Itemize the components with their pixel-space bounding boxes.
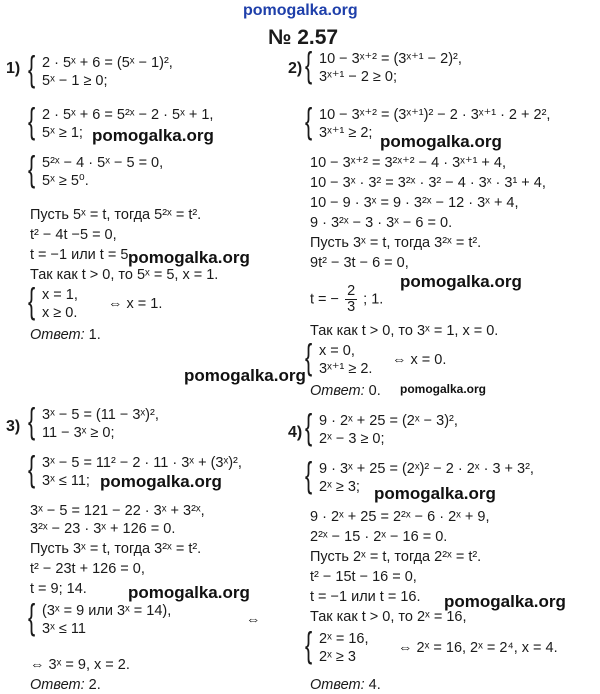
brace-icon: {: [28, 148, 36, 189]
problem-4-label: 4): [288, 424, 303, 441]
p2-line: 9t² − 3t − 6 = 0,: [310, 255, 409, 271]
answer-label: Ответ:: [30, 327, 85, 343]
p3-system-3: { (3ˣ = 9 или 3ˣ = 14), 3ˣ ≤ 11: [28, 596, 172, 637]
p2-system-3-result: ⇔ x = 0.: [392, 352, 447, 368]
answer-label: Ответ:: [310, 677, 365, 693]
p1-system-1: { 2 · 5ˣ + 6 = (5ˣ − 1)², 5ˣ − 1 ≥ 0;: [28, 48, 173, 89]
fraction: $\frac{2}{3}$: [347, 283, 356, 315]
p3-line: t = 9; 14.: [30, 581, 87, 597]
watermark: pomogalka.org: [374, 484, 496, 503]
p4-line: t² − 15t − 16 = 0,: [310, 569, 417, 585]
p2-line: Пусть 3ˣ = t, тогда 3²ˣ = t².: [310, 235, 482, 251]
p2-line: 10 − 3ˣ · 3² = 3²ˣ · 3² − 4 · 3ˣ · 3¹ + 4,: [310, 175, 546, 191]
watermark: pomogalka.org: [380, 132, 502, 151]
p1-system-3: { 5²ˣ − 4 · 5ˣ − 5 = 0, 5ˣ ≥ 5⁰.: [28, 148, 164, 189]
p1-system-4: { x = 1, x ≥ 0.: [28, 280, 78, 321]
brace-icon: {: [28, 448, 36, 489]
answer-value: 2.: [88, 677, 101, 693]
p2-line: 10 − 9 · 3ˣ = 9 · 3²ˣ − 12 · 3ˣ + 4,: [310, 195, 519, 211]
p3-line: Пусть 3ˣ = t, тогда 3²ˣ = t².: [30, 541, 202, 557]
p1-line: Пусть 5ˣ = t, тогда 5²ˣ = t².: [30, 207, 202, 223]
brace-icon: {: [28, 596, 36, 637]
p4-answer: [310, 676, 381, 694]
watermark: pomogalka.org: [444, 592, 566, 611]
p4-system-1: { 9 · 2ˣ + 25 = (2ˣ − 3)², 2ˣ − 3 ≥ 0;: [305, 406, 458, 447]
problem-3-label: 3): [6, 418, 21, 435]
brace-icon: {: [28, 280, 36, 321]
problem-1-label: 1): [6, 60, 21, 77]
brace-icon: {: [28, 48, 36, 89]
p1-system-2: { 2 · 5ˣ + 6 = 5²ˣ − 2 · 5ˣ + 1, 5ˣ ≥ 1;: [28, 100, 214, 141]
brace-icon: {: [305, 454, 313, 495]
brace-icon: {: [28, 400, 36, 441]
brace-icon: {: [305, 624, 313, 665]
p2-system-1: { 10 − 3ˣ⁺² = (3ˣ⁺¹ − 2)², 3ˣ⁺¹ − 2 ≥ 0;: [305, 44, 462, 85]
brace-icon: {: [305, 406, 313, 447]
p3-line: 3ˣ − 5 = 121 − 22 · 3ˣ + 3²ˣ,: [30, 503, 205, 519]
site-header: pomogalka.org: [243, 2, 358, 19]
watermark: pomogalka.org: [100, 472, 222, 491]
p4-system-2: { 9 · 3ˣ + 25 = (2ˣ)² − 2 · 2ˣ · 3 + 3², 2ˣ ≥ 3;: [305, 454, 534, 495]
watermark: pomogalka.org: [400, 382, 487, 396]
brace-icon: {: [305, 336, 313, 377]
p3-answer: [30, 676, 101, 694]
watermark: pomogalka.org: [128, 248, 250, 267]
p3-system-2: { 3ˣ − 5 = 11² − 2 · 11 · 3ˣ + (3ˣ)², 3ˣ ≤ 11;: [28, 448, 242, 489]
p2-line: Так как t > 0, то 3ˣ = 1, x = 0.: [310, 323, 499, 339]
p2-system-3: { x = 0, 3ˣ⁺¹ ≥ 2.: [305, 336, 373, 377]
watermark: pomogalka.org: [400, 272, 522, 291]
p2-line: 9 · 3²ˣ − 3 · 3ˣ − 6 = 0.: [310, 215, 453, 231]
brace-icon: {: [305, 44, 313, 85]
problem-title: № 2.57: [268, 26, 339, 49]
p3-system-1: { 3ˣ − 5 = (11 − 3ˣ)², 11 − 3ˣ ≥ 0;: [28, 400, 159, 441]
p4-line: Пусть 2ˣ = t, тогда 2²ˣ = t².: [310, 549, 482, 565]
p1-answer: [30, 326, 101, 344]
p3-system-3-result: ⇔: [246, 612, 261, 628]
answer-label: Ответ:: [30, 677, 85, 693]
watermark: pomogalka.org: [184, 366, 306, 385]
p4-line: 9 · 2ˣ + 25 = 2²ˣ − 6 · 2ˣ + 9,: [310, 509, 490, 525]
problem-2-label: 2): [288, 60, 303, 77]
p3-line: t² − 23t + 126 = 0,: [30, 561, 145, 577]
p4-line: t = −1 или t = 16.: [310, 589, 421, 605]
p1-system-4-result: ⇔ x = 1.: [108, 296, 163, 312]
watermark: pomogalka.org: [92, 126, 214, 145]
p2-line: 10 − 3ˣ⁺² = 3²ˣ⁺² − 4 · 3ˣ⁺¹ + 4,: [310, 155, 507, 171]
p2-answer: [310, 382, 381, 400]
answer-value: 4.: [368, 677, 381, 693]
p4-line: 2²ˣ − 15 · 2ˣ − 16 = 0.: [310, 529, 448, 545]
p4-system-3-result: ⇔ 2ˣ = 16, 2ˣ = 2⁴, x = 4.: [398, 640, 558, 656]
p1-line: t² − 4t −5 = 0,: [30, 227, 117, 243]
answer-value: 0.: [368, 383, 381, 399]
p1-line: t = −1 или t = 5.: [30, 247, 133, 263]
answer-label: Ответ:: [310, 383, 365, 399]
p3-line: 3²ˣ − 23 · 3ˣ + 126 = 0.: [30, 521, 176, 537]
brace-icon: {: [28, 100, 36, 141]
p3-line: ⇔ 3ˣ = 9, x = 2.: [30, 657, 130, 673]
watermark: pomogalka.org: [128, 583, 250, 602]
p2-t-roots: t = − $\frac{2}{3}$ ; 1.: [310, 283, 384, 315]
answer-value: 1.: [88, 327, 101, 343]
p4-system-3: { 2ˣ = 16, 2ˣ ≥ 3: [305, 624, 369, 665]
p4-line: Так как t > 0, то 2ˣ = 16,: [310, 609, 467, 625]
p2-system-2: { 10 − 3ˣ⁺² = (3ˣ⁺¹)² − 2 · 3ˣ⁺¹ · 2 + 2², 3ˣ⁺¹ ≥ 2;: [305, 100, 551, 141]
brace-icon: {: [305, 100, 313, 141]
p1-line: Так как t > 0, то 5ˣ = 5, x = 1.: [30, 267, 219, 283]
